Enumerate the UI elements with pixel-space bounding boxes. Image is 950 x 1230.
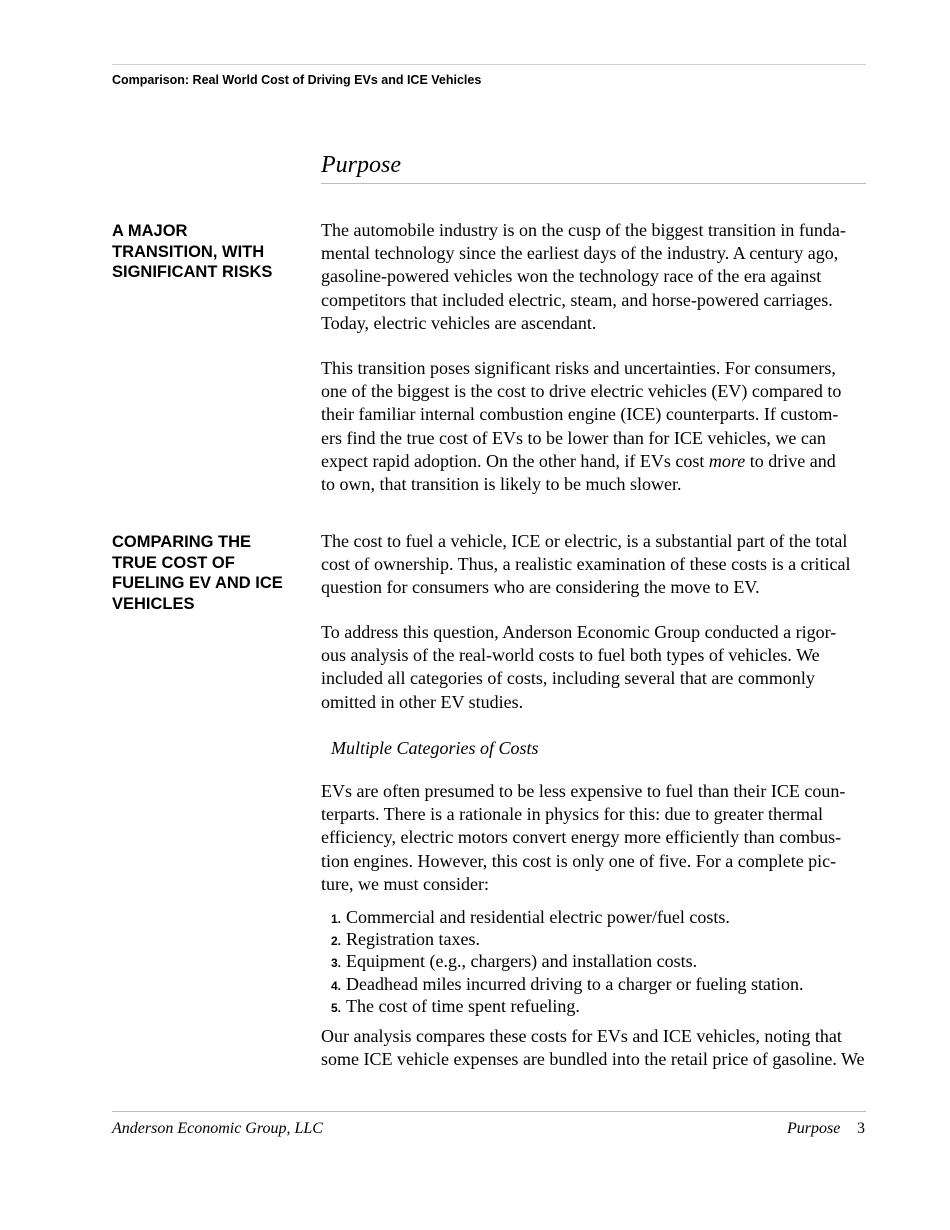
list-text: The cost of time spent refueling. (346, 995, 580, 1016)
paragraph-intro (321, 219, 869, 335)
text-line: their familiar internal combustion engine (ICE) counterparts. If custom- (321, 404, 839, 425)
list-text: Deadhead miles incurred driving to a charger or fueling station. (346, 973, 804, 994)
sidebar-heading-comparing (112, 532, 307, 614)
list-number: 4. (331, 978, 342, 993)
text-line: efficiency, electric motors convert energy more efficiently than combus- (321, 827, 842, 848)
sidebar-heading-transition (112, 221, 307, 283)
list-item (331, 907, 804, 929)
sidebar-heading-line: COMPARING THE (112, 533, 252, 551)
sidebar-heading-line: TRANSITION, WITH (112, 242, 265, 261)
list-item (331, 951, 804, 973)
section-title: Purpose (321, 152, 401, 178)
paragraph-ev-presumed (321, 780, 869, 896)
paragraph-cost-to-fuel (321, 530, 869, 600)
list-number: 1. (331, 912, 342, 926)
text-line: included all categories of costs, including several that are commonly (321, 668, 815, 689)
subheading-multiple-categories: Multiple Categories of Costs (331, 738, 539, 758)
sidebar-heading-line: A MAJOR (112, 222, 188, 240)
sidebar-heading-line: TRUE COST OF (112, 553, 235, 572)
text-line: competitors that included electric, steam, and horse-powered carriages. (321, 289, 833, 310)
sidebar-heading-line: SIGNIFICANT RISKS (112, 263, 273, 281)
text-line-with-emphasis (321, 450, 869, 473)
text-line: To address this question, Anderson Economic Group conducted a rigor- (321, 622, 837, 642)
running-header: Comparison: Real World Cost of Driving EVs and ICE Vehicles (112, 73, 482, 87)
sidebar-heading-line: FUELING EV AND ICE (112, 574, 283, 592)
sidebar-heading-line: VEHICLES (112, 594, 195, 613)
text-line: terparts. There is a rationale in physics for this: due to greater thermal (321, 804, 823, 825)
list-item (331, 974, 804, 996)
text-line: Our analysis compares these costs for EVs and ICE vehicles, noting that (321, 1026, 842, 1046)
emphasis-more: more (708, 450, 746, 471)
text-line: EVs are often presumed to be less expensive to fuel than their ICE coun- (321, 781, 846, 801)
text-line: question for consumers who are considering the move to EV. (321, 577, 760, 598)
page-number: 3 (857, 1120, 865, 1137)
list-text: Equipment (e.g., chargers) and installation costs. (346, 951, 698, 972)
paragraph-our-analysis (321, 1025, 869, 1071)
text-line: ers find the true cost of EVs to be lower than for ICE vehicles, we can (321, 427, 826, 448)
list-item (331, 996, 804, 1018)
text-line: The automobile industry is on the cusp of the biggest transition in funda- (321, 220, 846, 240)
text-line: The cost to fuel a vehicle, ICE or electric, is a substantial part of the total (321, 531, 848, 551)
text-line: mental technology since the earliest days of the industry. A century ago, (321, 243, 839, 264)
paragraph-analysis (321, 621, 869, 714)
list-text: Registration taxes. (346, 929, 480, 950)
text-line: ous analysis of the real-world costs to fuel both types of vehicles. We (321, 645, 820, 666)
footer-section-name: Purpose (787, 1120, 841, 1137)
text-line: omitted in other EV studies. (321, 691, 524, 712)
text-line: to own, that transition is likely to be much slower. (321, 474, 682, 495)
text-run: to drive and (745, 450, 836, 471)
paragraph-risks (321, 357, 869, 496)
text-line: This transition poses significant risks and uncertainties. For consumers, (321, 358, 836, 378)
text-line: one of the biggest is the cost to drive electric vehicles (EV) compared to (321, 381, 842, 402)
text-line: tion engines. However, this cost is only one of five. For a complete pic- (321, 850, 837, 871)
text-line: Today, electric vehicles are ascendant. (321, 312, 597, 333)
list-number: 2. (331, 934, 342, 949)
title-rule (321, 183, 866, 184)
text-line: some ICE vehicle expenses are bundled into the retail price of gasoline. We (321, 1049, 865, 1070)
footer-organization: Anderson Economic Group, LLC (112, 1120, 323, 1137)
list-item (331, 929, 804, 951)
text-line: cost of ownership. Thus, a realistic examination of these costs is a critical (321, 554, 851, 575)
text-line: ture, we must consider: (321, 873, 489, 894)
text-line: gasoline-powered vehicles won the technology race of the era against (321, 266, 822, 287)
footer-rule (112, 1111, 866, 1112)
list-text: Commercial and residential electric power/fuel costs. (346, 907, 730, 927)
cost-categories-list (331, 907, 804, 1018)
list-number: 5. (331, 1000, 342, 1015)
list-number: 3. (331, 956, 342, 971)
text-run: expect rapid adoption. On the other hand, if EVs cost (321, 450, 709, 471)
header-rule (112, 64, 866, 65)
